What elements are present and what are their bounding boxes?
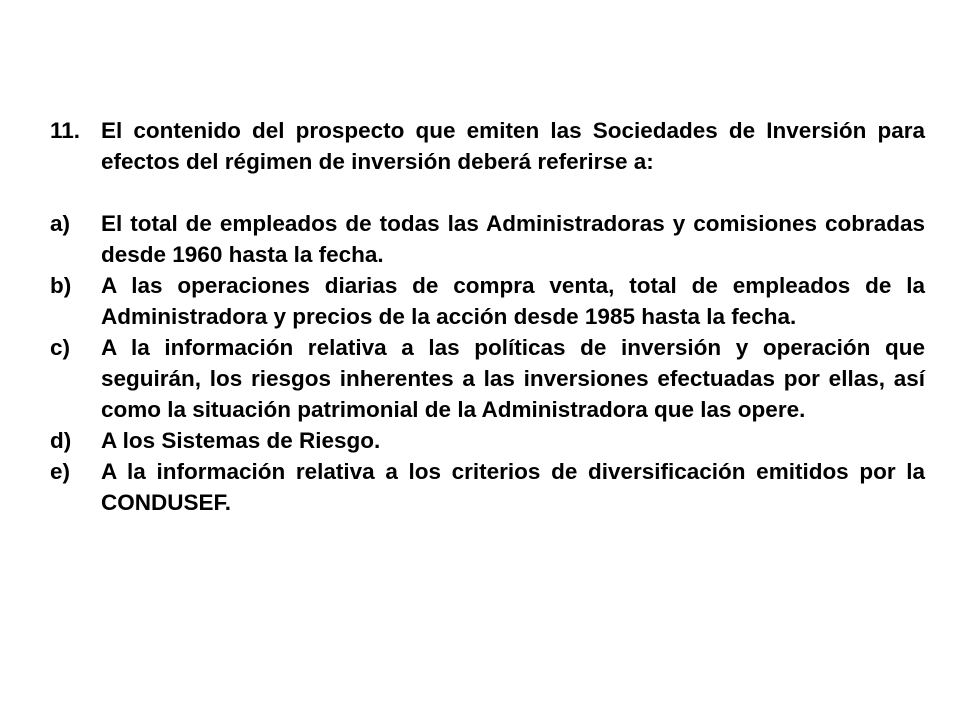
option-b-letter: b)	[50, 273, 72, 298]
question-block	[50, 115, 925, 518]
option-e	[50, 456, 925, 518]
question	[50, 115, 925, 177]
option-a-text: El total de empleados de todas las Administradoras y comisiones cobradas desde 1960 hasta la fecha.	[101, 211, 925, 267]
option-d	[50, 425, 925, 456]
question-text: El contenido del prospecto que emiten las Sociedades de Inversión para efectos del régimen de inversión deberá referirse a:	[101, 118, 925, 174]
option-a	[50, 208, 925, 270]
option-a-letter: a)	[50, 211, 71, 236]
option-c-text: A la información relativa a las políticas de inversión y operación que seguirán, los riesgos inherentes a las inversiones efectuadas por ellas, así como la situación patrimonial de la Administradora que las opere.	[101, 335, 925, 422]
option-c-letter: c)	[50, 335, 71, 360]
option-e-text: A la información relativa a los criterios de diversificación emitidos por la CONDUSEF.	[101, 459, 925, 515]
question-number: 11.	[50, 118, 81, 143]
option-b	[50, 270, 925, 332]
option-e-letter: e)	[50, 459, 71, 484]
option-d-text: A los Sistemas de Riesgo.	[101, 428, 381, 453]
option-d-letter: d)	[50, 428, 72, 453]
option-c	[50, 332, 925, 425]
option-b-text: A las operaciones diarias de compra venta, total de empleados de la Administradora y precios de la acción desde 1985 hasta la fecha.	[101, 273, 925, 329]
